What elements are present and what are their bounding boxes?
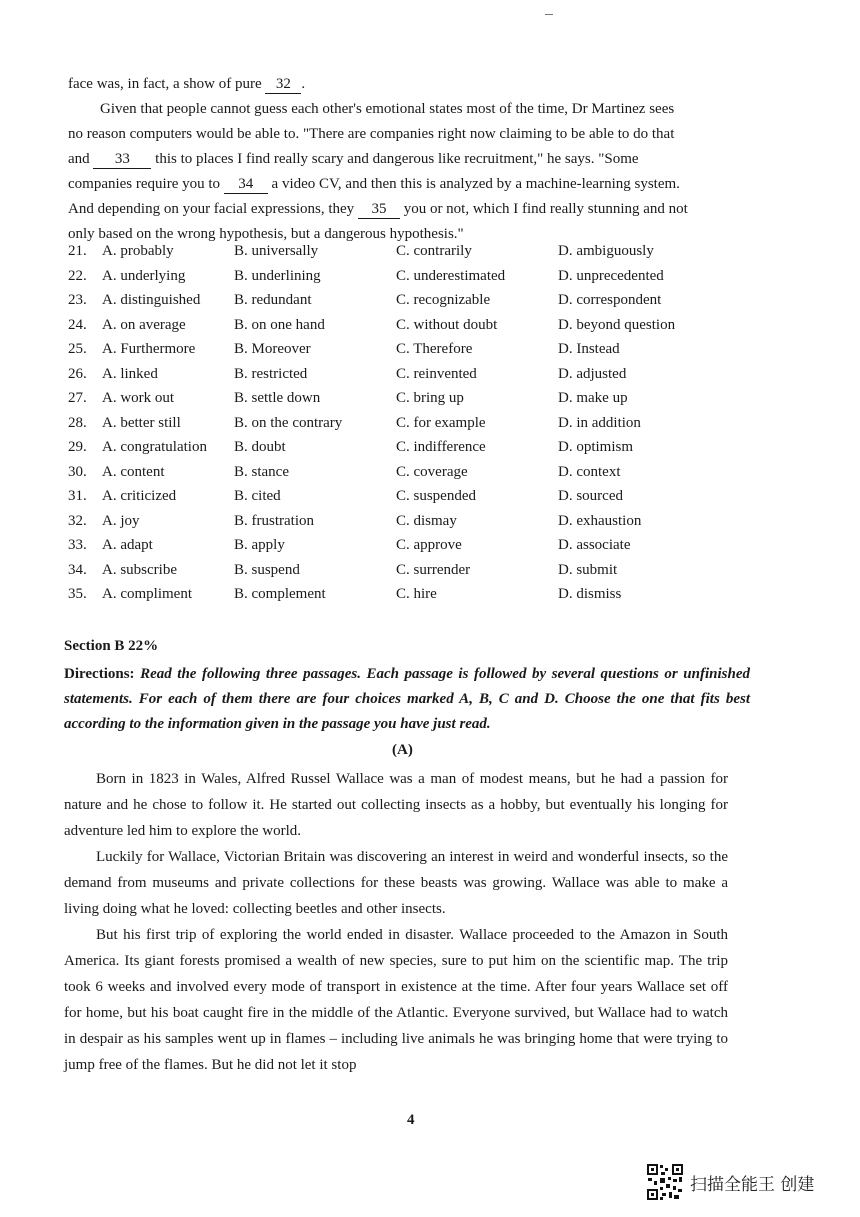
- question-number: 35.: [68, 586, 87, 602]
- option-b: B. on the contrary: [234, 414, 343, 431]
- option-a: A. Furthermore: [102, 341, 196, 357]
- option-d: D. dismiss: [558, 586, 622, 602]
- option-d: D. associate: [558, 537, 631, 553]
- option-b: B. redundant: [234, 292, 312, 308]
- option-d: D. make up: [558, 390, 628, 406]
- option-a: A. on average: [102, 316, 186, 333]
- blank-32: 32: [265, 76, 301, 94]
- option-c: C. surrender: [396, 561, 471, 578]
- question-number: 26.: [68, 365, 87, 382]
- option-d: D. optimism: [558, 439, 634, 455]
- option-c: C. dismay: [396, 512, 457, 529]
- question-number: 33.: [68, 537, 87, 553]
- page-number: 4: [407, 1112, 415, 1128]
- option-b: B. underlining: [234, 267, 321, 284]
- option-c: C. for example: [396, 414, 486, 431]
- option-c: C. recognizable: [396, 292, 491, 308]
- watermark-text: 扫描全能王 创建: [690, 1174, 815, 1195]
- passage-paragraph: Born in 1823 in Wales, Alfred Russel Wallace was a man of modest means, but he had a passion for nature and he chose to follow it. He started out collecting insects as a hobby, but eventually his longing for adventure led him to explore the world.: [64, 771, 728, 839]
- option-c: C. hire: [396, 586, 437, 602]
- question-number: 31.: [68, 488, 87, 504]
- directions-label: Directions:: [64, 666, 135, 682]
- directions-text: Read the following three passages. Each passage is followed by several questions or unfinished statements. For each of them there are four choices marked A, B, C and D. Choose the one that fits best according to the information given in the passage you have just read.: [64, 666, 750, 732]
- option-b: B. Moreover: [234, 341, 311, 357]
- intro-line: Given that people cannot guess each other's emotional states most of the time, Dr Martinez sees: [100, 101, 675, 117]
- intro-line: [68, 172, 718, 197]
- option-c: C. suspended: [396, 488, 476, 504]
- question-number: 23.: [68, 292, 87, 308]
- option-a: A. congratulation: [102, 439, 207, 455]
- option-a: A. underlying: [102, 267, 186, 284]
- option-b: B. suspend: [234, 561, 300, 578]
- blank-33: 33: [93, 151, 151, 169]
- section-title: Section B 22%: [64, 638, 159, 654]
- text: face was, in fact, a show of pure: [68, 76, 266, 92]
- question-number: 25.: [68, 341, 87, 357]
- passage-label: (A): [392, 742, 413, 758]
- option-b: B. cited: [234, 488, 281, 504]
- option-c: C. coverage: [396, 463, 468, 480]
- intro-line: [68, 147, 718, 172]
- qr-code-icon: [646, 1163, 684, 1201]
- question-number: 28.: [68, 414, 87, 431]
- option-a: A. joy: [102, 512, 140, 529]
- blank-34: 34: [224, 176, 268, 194]
- intro-line: [68, 197, 718, 222]
- intro-line: no reason computers would be able to. "There are companies right now claiming to be able to do that: [68, 126, 675, 142]
- option-a: A. content: [102, 463, 165, 480]
- option-c: C. Therefore: [396, 341, 473, 357]
- option-d: D. correspondent: [558, 292, 662, 308]
- scan-speck: [545, 14, 553, 15]
- option-a: A. subscribe: [102, 561, 177, 578]
- option-c: C. underestimated: [396, 267, 506, 284]
- text: and: [68, 151, 94, 167]
- text: you or not, which I find really stunning and not: [399, 201, 688, 217]
- option-b: B. restricted: [234, 365, 308, 382]
- option-a: A. compliment: [102, 586, 192, 602]
- question-number: 27.: [68, 390, 87, 406]
- option-c: C. without doubt: [396, 316, 498, 333]
- intro-paragraph: [68, 72, 718, 247]
- option-b: B. on one hand: [234, 316, 325, 333]
- intro-line: face was, in fact, a show of pure 32 .: [68, 76, 306, 92]
- option-d: D. sourced: [558, 488, 623, 504]
- option-d: D. context: [558, 463, 621, 480]
- option-d: D. unprecedented: [558, 267, 664, 284]
- option-a: A. work out: [102, 390, 175, 406]
- option-b: B. complement: [234, 586, 326, 602]
- option-a: A. criticized: [102, 488, 177, 504]
- option-c: C. bring up: [396, 390, 464, 406]
- option-b: B. frustration: [234, 512, 314, 529]
- option-d: D. submit: [558, 561, 618, 578]
- option-d: D. Instead: [558, 341, 620, 357]
- option-c: C. contrarily: [396, 243, 472, 259]
- question-number: 34.: [68, 561, 87, 578]
- option-b: B. stance: [234, 463, 289, 480]
- passage-a: [64, 766, 728, 1078]
- question-number: 32.: [68, 512, 87, 529]
- option-a: A. adapt: [102, 537, 153, 553]
- option-a: A. linked: [102, 365, 158, 382]
- option-b: B. universally: [234, 243, 319, 259]
- option-d: D. beyond question: [558, 316, 676, 333]
- option-b: B. settle down: [234, 390, 321, 406]
- option-b: B. doubt: [234, 439, 286, 455]
- scanner-watermark: [646, 1163, 814, 1201]
- text: And depending on your facial expressions, they: [68, 201, 358, 217]
- passage-paragraph: But his first trip of exploring the world ended in disaster. Wallace proceeded to the Amazon in South America. Its giant forests promised a wealth of new species, sure to put him on the scientific map. The trip took 6 weeks and involved every mode of transport in existence at the time. After four years Wallace set off for home, but his boat caught fire in the middle of the Atlantic. Everyone survived, but Wallace had to watch in despair as his samples went up in flames – including live animals he was bringing home that were trying to jump free of the flames. But he did not let it stop: [64, 927, 728, 1073]
- option-d: D. in addition: [558, 414, 641, 431]
- question-number: 29.: [68, 439, 87, 455]
- option-c: C. indifference: [396, 439, 486, 455]
- option-c: C. approve: [396, 537, 462, 553]
- text: a video CV, and then this is analyzed by a machine-learning system.: [267, 176, 680, 192]
- option-d: D. exhaustion: [558, 512, 642, 529]
- option-d: D. adjusted: [558, 365, 627, 382]
- text: this to places I find really scary and dangerous like recruitment," he says. "Some: [151, 151, 639, 167]
- passage-paragraph: Luckily for Wallace, Victorian Britain was discovering an interest in weird and wonderful insects, so the demand from museums and private collections for these beasts was growing. Wallace was able to make a living doing what he loved: collecting beetles and other insects.: [64, 849, 728, 917]
- option-b: B. apply: [234, 537, 285, 553]
- option-d: D. ambiguously: [558, 243, 654, 259]
- intro-line: only based on the wrong hypothesis, but a dangerous hypothesis.": [68, 226, 464, 242]
- option-a: A. probably: [102, 243, 174, 259]
- text: companies require you to: [68, 176, 224, 192]
- blank-35: 35: [358, 201, 400, 219]
- question-number: 24.: [68, 316, 87, 333]
- question-number: 21.: [68, 243, 87, 259]
- question-number: 22.: [68, 267, 87, 284]
- directions: [64, 662, 750, 737]
- option-c: C. reinvented: [396, 365, 477, 382]
- option-a: A. better still: [102, 414, 181, 431]
- option-a: A. distinguished: [102, 292, 201, 308]
- question-number: 30.: [68, 463, 87, 480]
